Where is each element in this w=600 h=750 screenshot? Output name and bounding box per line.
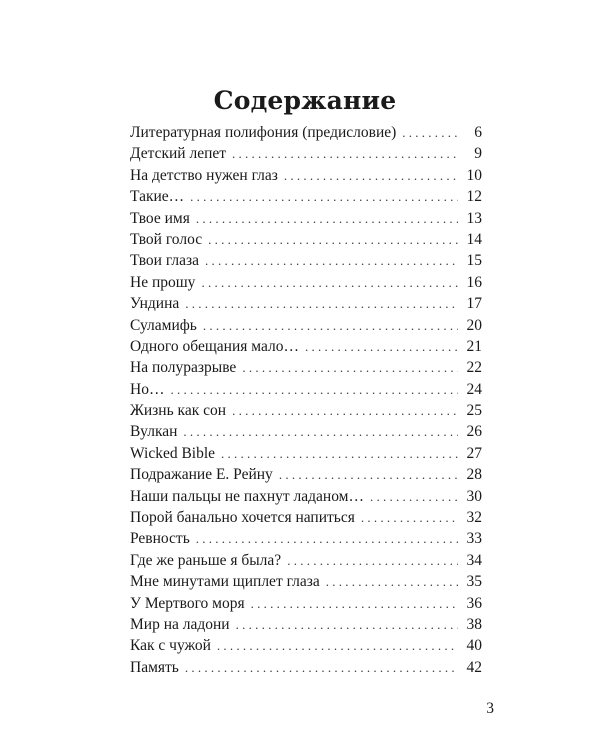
toc-entry-page: 22: [466, 359, 482, 377]
dot-leader: [287, 550, 458, 571]
toc-entry: [130, 357, 482, 378]
toc-entry-title: Твой голос: [130, 230, 203, 248]
table-of-contents: [130, 122, 482, 678]
toc-entry-title: Твое имя: [130, 209, 190, 227]
toc-entry: [130, 593, 482, 614]
toc-entry-page: 6: [474, 124, 482, 141]
dot-leader: [170, 379, 458, 400]
dot-leader: [232, 143, 458, 164]
toc-entry: [130, 421, 482, 442]
toc-entry-page: 35: [466, 573, 482, 591]
toc-entry: [130, 507, 482, 528]
dot-leader: [232, 400, 458, 421]
toc-entry: [130, 186, 482, 207]
toc-entry: [130, 657, 482, 678]
toc-entry: [130, 293, 482, 314]
toc-entry: [130, 250, 482, 271]
toc-entry-title: На детство нужен глаз: [130, 166, 278, 184]
toc-entry-title: Суламифь: [130, 316, 197, 334]
dot-leader: [305, 336, 458, 357]
toc-entry-title: Детский лепет: [130, 145, 227, 163]
toc-entry-title: Мир на ладони: [130, 615, 230, 633]
dot-leader: [208, 229, 458, 250]
dot-leader: [284, 165, 458, 186]
toc-entry: [130, 635, 482, 656]
dot-leader: [196, 208, 458, 229]
toc-entry-page: 40: [466, 637, 482, 655]
toc-entry-page: 15: [466, 252, 482, 270]
toc-entry: [130, 550, 482, 571]
dot-leader: [217, 635, 458, 656]
dot-leader: [221, 443, 458, 464]
toc-entry: [130, 315, 482, 336]
toc-entry: [130, 379, 482, 400]
toc-entry: [130, 614, 482, 635]
toc-entry-page: 14: [466, 230, 482, 248]
toc-entry: [130, 486, 482, 507]
toc-entry-page: 20: [466, 316, 482, 334]
toc-entry: [130, 122, 482, 143]
dot-leader: [183, 421, 458, 442]
toc-entry-title: Ундина: [130, 295, 180, 313]
toc-entry: [130, 143, 482, 164]
toc-entry-title: Вулкан: [130, 423, 178, 441]
toc-entry-title: Подражание Е. Рейну: [130, 466, 273, 484]
toc-entry-page: 42: [466, 658, 482, 676]
toc-entry-title: Wicked Bible: [130, 444, 216, 462]
toc-entry-page: 24: [466, 380, 482, 398]
toc-entry-title: Мне минутами щиплет глаза: [130, 573, 320, 591]
toc-entry-title: У Мертвого моря: [130, 594, 245, 612]
dot-leader: [279, 464, 458, 485]
dot-leader: [185, 657, 458, 678]
toc-entry-page: 9: [474, 145, 482, 163]
toc-entry-title: Память: [130, 658, 179, 676]
toc-entry-title: Как с чужой: [130, 637, 211, 655]
toc-entry-page: 17: [466, 295, 482, 313]
dot-leader: [205, 250, 458, 271]
toc-entry: [130, 208, 482, 229]
dot-leader: [185, 293, 458, 314]
toc-entry-page: 16: [466, 273, 482, 291]
toc-entry-title: Такие…: [130, 188, 185, 206]
toc-entry-page: 33: [466, 530, 482, 548]
dot-leader: [326, 571, 458, 592]
toc-entry-page: 13: [466, 209, 482, 227]
toc-entry: [130, 464, 482, 485]
toc-entry-page: 28: [466, 466, 482, 484]
toc-entry: [130, 571, 482, 592]
toc-entry-page: 12: [466, 188, 482, 206]
toc-entry: [130, 336, 482, 357]
dot-leader: [361, 507, 458, 528]
toc-entry-page: 25: [466, 402, 482, 420]
toc-entry-title: Твои глаза: [130, 252, 200, 270]
toc-entry: [130, 528, 482, 549]
page-number: 3: [486, 700, 494, 717]
toc-entry-page: 10: [466, 166, 482, 184]
toc-entry-title: Наши пальцы не пахнут ладаном…: [130, 487, 364, 505]
dot-leader: [190, 186, 458, 207]
toc-entry-page: 26: [466, 423, 482, 441]
toc-entry-page: 32: [466, 509, 482, 527]
toc-entry-title: Где же раньше я была?: [130, 551, 282, 569]
toc-entry: [130, 400, 482, 421]
dot-leader: [402, 122, 458, 143]
toc-entry-page: 36: [466, 594, 482, 612]
toc-entry-page: 34: [466, 551, 482, 569]
dot-leader: [251, 593, 458, 614]
toc-entry-title: Жизнь как сон: [130, 402, 227, 420]
dot-leader: [370, 486, 458, 507]
toc-entry-title: Одного обещания мало…: [130, 337, 299, 355]
toc-entry: [130, 165, 482, 186]
dot-leader: [236, 614, 458, 635]
toc-entry-page: 21: [466, 337, 482, 355]
toc-entry: [130, 443, 482, 464]
toc-entry-title: Ревность: [130, 530, 190, 548]
toc-entry-title: Но…: [130, 380, 165, 398]
dot-leader: [201, 272, 458, 293]
toc-entry: [130, 229, 482, 250]
dot-leader: [242, 357, 458, 378]
toc-entry-page: 30: [466, 487, 482, 505]
dot-leader: [203, 315, 458, 336]
toc-entry: [130, 272, 482, 293]
toc-entry-page: 38: [466, 615, 482, 633]
toc-entry-title: На полуразрыве: [130, 359, 237, 377]
dot-leader: [196, 528, 458, 549]
toc-entry-page: 27: [466, 444, 482, 462]
toc-entry-title: Литературная полифония (предисловие): [130, 124, 397, 141]
page-title: Содержание: [213, 86, 397, 115]
toc-entry-title: Не прошу: [130, 273, 196, 291]
toc-entry-title: Порой банально хочется напиться: [130, 509, 355, 527]
